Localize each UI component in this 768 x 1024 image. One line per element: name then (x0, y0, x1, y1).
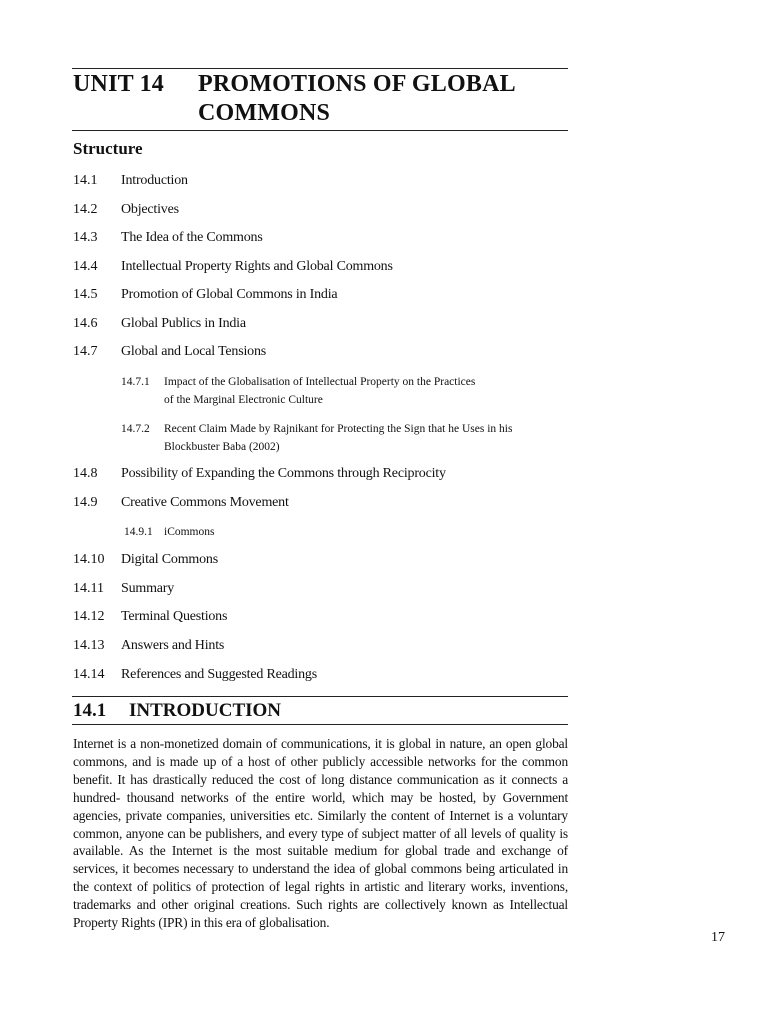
toc-item-number: 14.5 (73, 287, 98, 302)
page-number: 17 (711, 930, 725, 945)
section-title: INTRODUCTION (129, 700, 282, 721)
toc-item-number: 14.4 (73, 259, 98, 274)
intro-line: it connects a hundred- thousand networks of the entire world, which may be hosted, by (73, 771, 569, 805)
toc-item-number: 14.13 (73, 638, 105, 653)
toc-item-number: 14.12 (73, 609, 105, 624)
toc-subitem-number: 14.7.1 (121, 376, 150, 388)
toc-item-number: 14.6 (73, 316, 98, 331)
toc-item-label: The Idea of the Commons (121, 230, 263, 245)
top-rule (72, 68, 568, 69)
toc-item-label: Summary (121, 581, 175, 596)
structure-heading: Structure (73, 139, 143, 158)
unit-title-line2: COMMONS (198, 100, 331, 126)
toc-item-label: Promotion of Global Commons in India (121, 287, 338, 302)
intro-paragraph (73, 735, 568, 932)
intro-line: global commons, and is made up of a host of other publicly accessible networks for the (73, 736, 568, 769)
toc-item-label: Possibility of Expanding the Commons through Reciprocity (121, 466, 446, 481)
toc-item-label: Objectives (121, 202, 179, 217)
section-number: 14.1 (73, 700, 107, 721)
toc-item-label: Introduction (121, 173, 188, 188)
unit-title-text (198, 70, 568, 128)
toc-item-label: Global and Local Tensions (121, 344, 267, 359)
unit-title-line1: PROMOTIONS OF GLOBAL (198, 71, 516, 97)
section-top-rule (72, 696, 568, 697)
toc-subitem-number: 14.7.2 (121, 423, 150, 435)
intro-line: global trade and exchange of services, it becomes necessary to understand the idea of (73, 843, 568, 877)
toc-item-label: Intellectual Property Rights and Global Commons (121, 259, 393, 274)
intro-line: artistic and literary works, inventions, trademarks and other original creations. Such (73, 879, 569, 913)
intro-line: global commons being articulated in the context of politics of protection of legal rights in (73, 861, 569, 895)
intro-line: common benefit. It has drastically reduced the cost of long distance communication as (73, 753, 568, 787)
toc-subitem-line1: Impact of the Globalisation of Intellectual Property on the Practices (164, 376, 476, 388)
toc-subitem-line2: of the Marginal Electronic Culture (164, 394, 323, 406)
intro-line: globalisation. (259, 915, 330, 931)
toc-item-label: Digital Commons (121, 552, 218, 567)
toc-subitem-label (164, 420, 564, 456)
toc-subitem-label: iCommons (164, 526, 215, 538)
toc-item-label: Answers and Hints (121, 638, 225, 653)
toc-item-number: 14.1 (73, 173, 98, 188)
toc-item-number: 14.10 (73, 552, 105, 567)
toc-item-label: References and Suggested Readings (121, 667, 317, 682)
intro-line: rights are collectively known as Intellectual Property Rights (IPR) in this era of (73, 897, 568, 931)
section-bottom-rule (72, 724, 568, 725)
toc-item-number: 14.9 (73, 495, 98, 510)
toc-subitem-line1: Recent Claim Made by Rajnikant for Protecting the Sign that he Uses in his (164, 423, 513, 435)
toc-item-number: 14.3 (73, 230, 98, 245)
toc-subitem-label (164, 373, 564, 409)
unit-number: UNIT 14 (73, 71, 164, 97)
toc-item-number: 14.2 (73, 202, 98, 217)
toc-item-number: 14.8 (73, 466, 98, 481)
title-rule (72, 130, 568, 131)
toc-item-label: Global Publics in India (121, 316, 246, 331)
toc-item-label: Creative Commons Movement (121, 495, 289, 510)
toc-subitem-line2: Blockbuster Baba (2002) (164, 441, 280, 453)
toc-item-number: 14.14 (73, 667, 105, 682)
intro-line: Internet is a non-monetized domain of communications, it is global in nature, an open (73, 736, 532, 751)
toc-item-label: Terminal Questions (121, 609, 228, 624)
toc-subitem-number: 14.9.1 (124, 526, 153, 538)
intro-line: Internet is a voluntary common, anyone can be publishers, and every type of subject (73, 807, 568, 841)
intro-line: Government agencies, private companies, universities etc. Similarly the content of (73, 789, 569, 823)
toc-item-number: 14.11 (73, 581, 104, 596)
intro-line: matter of all levels of quality is available. As the Internet is the most suitable medium for (73, 825, 568, 859)
toc-item-number: 14.7 (73, 344, 98, 359)
